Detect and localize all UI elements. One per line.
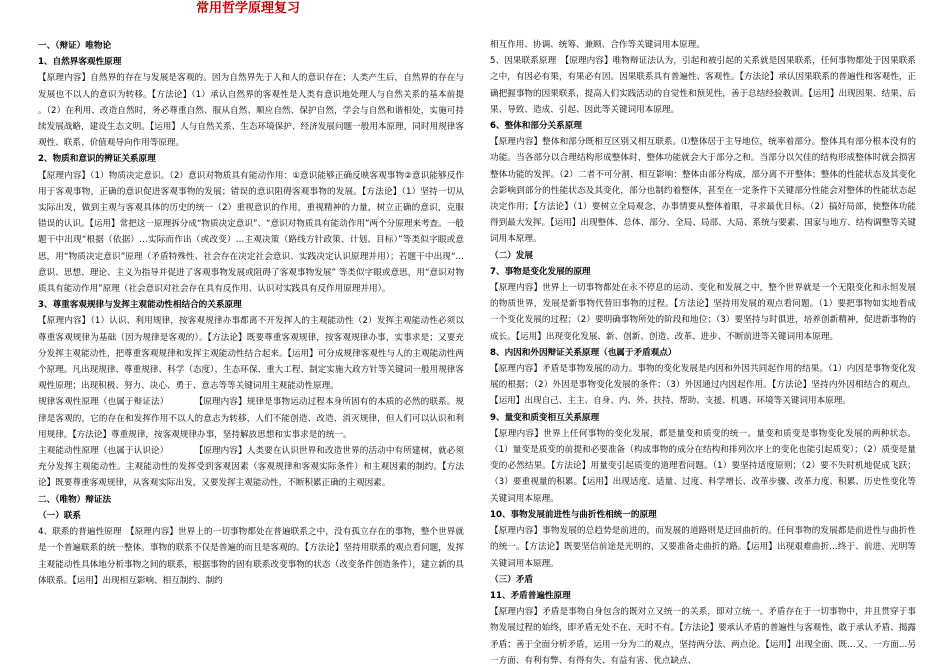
paragraph-principle-1: 【原理内容】自然界的存在与发展是客观的。因为自然界先于人和人的意识存在；人类产生后，自然界的存在与发展也不以人的意识为转移。【方法论】（1）承认自然界的客观性是人类有意识地处理人与自然关系的基本前提 。（2）在利用、改造自然时，务必尊重自然、服从自然、顺应自然、保护自然，学会与自然和谐相处，实施可持续发展战略，建设生态文明。【运用】人与自然关系、生态环境保护、经济发展问题一般用本原理，同时用规律客观性、联系、价值观导向作用等原理。: [38, 73, 464, 149]
paragraph-principle-5: 5、因果联系原理 【原理内容】唯物辩证法认为，引起和被引起的关系就是因果联系，任何事物都处于因果联系之中，有因必有果，有果必有因。因果联系具有普遍性、客观性。【方法论】承认因果联系的普遍性和客观性，正确把握事物的因果联系，提高人们实践活动的自觉性和预见性，善于总结经验教训。【运用】出现因果、结果、后果、导致、造成、引起、因此等关键词用本原理。: [490, 56, 916, 115]
paragraph-law-objectivity: 规律客观性原理（也属于辩证法） 【原理内容】规律是事物运动过程本身所固有的本质的必然的联系。规律是客观的，它的存在和发挥作用不以人的意志为转移，人们不能创造、改造、消灭规律，但人们可以认识和利用规律。【方法论】尊重规律，按客观规律办事，坚持解放思想和实事求是的统一。: [38, 397, 464, 440]
heading-principle-6: 6、整体和部分关系原理: [490, 121, 582, 132]
heading-principle-10: 10、事物发展前进性与曲折性相统一的原理: [490, 509, 657, 520]
heading-principle-11: 11、矛盾普遍性原理: [490, 590, 571, 601]
paragraph-principle-11: 【原理内容】矛盾是事物自身包含的既对立又统一的关系，即对立统一。矛盾存在于一切事物中，并且贯穿于事物发展过程的始终，即矛盾无处不在、无时不有。【方法论】要承认矛盾的普遍性与客观性，敢于承认矛盾、揭露矛盾；善于全面分析矛盾，运用一分为二的观点，坚持两分法、两点论。【运用】出现全面、既…又、一方面…另一方面、有利有弊、有得有失、有益有害、优点缺点、: [490, 607, 916, 666]
right-column: [490, 0, 916, 669]
heading-principle-8: 8、内因和外因辩证关系原理（也属于矛盾观点）: [490, 347, 677, 358]
subsection-heading-connection: （一）联系: [38, 510, 81, 521]
paragraph-principle-8: 【原理内容】矛盾是事物发展的动力。事物的变化发展是内因和外因共同起作用的结果。（1）内因是事物变化发展的根据；（2）外因是事物变化发展的条件；（3）外因通过内因起作用。【方法论】坚持内外因相结合的观点。【运用】出现自己、主主、自身、内、外、扶持、帮助、支援、机遇、环境等关键词用本原理。: [490, 364, 916, 407]
paragraph-subjective-initiative: 主观能动性原理（也属于认识论） 【原理内容】人类要在认识世界和改造世界的活动中有所建树，就必须充分发挥主观能动性。主观能动性的发挥受到客观因素（客观规律和客观实际条件）和主观因素的制约。【方法论】既要尊重客观规律，从客观实际出发，又要发挥主观能动性，不断积累正确的主观因素。: [38, 446, 464, 489]
paragraph-principle-4-continued: 相互作用、协调、统筹、兼顾、合作等关键词用本原理。: [490, 40, 705, 50]
paragraph-principle-7: 【原理内容】世界上一切事物都处在永不停息的运动、变化和发展之中，整个世界就是一个无限变化和永恒发展的物质世界，发展是新事物代替旧事物的过程。【方法论】坚持用发展的观点看问题。（1）要把事物如实地看成一个变化发展的过程；（2）要明确事物所处的阶段和地位；（3）要坚持与时俱进，培养创新精神，促进新事物的成长。【运用】出现变化发展、新、创新、创造、改革、进步、不断前进等关键词用本原理。: [490, 283, 916, 342]
paragraph-principle-6: 【原理内容】整体和部分既相互区别又相互联系。⑴整体居于主导地位，统率着部分。整体具有部分根本没有的功能。当各部分以合理结构形成整体时，整体功能就会大于部分之和。当部分以欠佳的结构形成整体时就会损害整体功能的发挥。（2）二者不可分割、相互影响：整体由部分构成，部分离不开整体；整体的性能状态及其变化会影响到部分的性能状态及其变化，部分也制约着整体，甚至在一定条件下关键部分性能会对整体的性能状态起决定作用；【方法论】（1）要树立全局观念，办事情要从整体着眼，寻求最优目标。（2）搞好局部，使整体功能得到最大发挥。【运用】出现整体、总体、部分、全局、局部、大局、系统与要素、国家与地方、结构调整等关键词用本原理。: [490, 137, 916, 245]
heading-principle-1: 1、自然界客观性原理: [38, 57, 122, 68]
heading-principle-9: 9、量变和质变相互关系原理: [490, 412, 600, 423]
paragraph-principle-9: 【原理内容】世界上任何事物的变化发展，都是量变和质变的统一。量变和质变是事物变化发展的两种状态。（1）量变是质变的前提和必要准备（构成事物的成分在结构和排列次序上的变化也能引起质变）；（2）质变是量变的必然结果。【方法论】用量变引起质变的道理看问题。（1）要坚持适度原则；（2）要不失时机地促成飞跃；（3）要重视量的积累。【运用】出现适度、适量、过度、科学增长、改革步骤、改革力度、积累、历史性变化等关键词用本原理。: [490, 428, 916, 504]
section-heading-materialism: 一、（辩证）唯物论: [38, 41, 112, 51]
paragraph-principle-2: 【原理内容】（1）物质决定意识。（2）意识对物质具有能动作用：①意识能够正确反映客观事物②意识能够反作用于客观事物，正确的意识促进客观事物的发展；错误的意识阻碍客观事物的发展。【方法论】（1）坚持一切从实际出发，做到主观与客观具体的历史的统一（2）重视意识的作用，重视精神的力量，树立正确的意识，克服错误的认识。【运用】常把这一原理拆分成“物质决定意识”、“意识对物质具有能动作用”两个分原理来考查。一般题干中出现“根据（依据）…实际而作出（或改变）…主观决策（路线方针政策、计划、目标）”等类似字眼或意思，用“物质决定意识”原理（矛盾特殊性、社会存在决定社会意识、实践决定认识原理并用）；若题干中出现“…意识、思想、理论、主义为指导并促进了客观事物发展或阻碍了客观事物发展” 等类似字眼或意思，用“意识对物质具有能动作用”原理（社会意识对社会存在具有反作用、认识对实践具有反作用原理并用）。: [38, 170, 465, 295]
paragraph-principle-4: 4、联系的普遍性原理 【原理内容】世界上的一切事物都处在普遍联系之中，没有孤立存在的事物，整个世界就是一个普遍联系的统一整体。事物的联系不仅是普遍的而且是客观的。【方法论】坚持用联系的观点看问题，发挥主观能动性具体地分析事物之间的联系，根据事物的固有联系改变事物的状态（改变条件创造条件），建立新的具体联系。【运用】出现相互影响、相互制约、制约: [38, 527, 464, 586]
left-column: [38, 0, 464, 589]
heading-principle-7: 7、事物是变化发展的原理: [490, 266, 591, 277]
document-title: 常用哲学原理复习: [195, 1, 300, 16]
heading-principle-3: 3、尊重客观规律与发挥主观能动性相结合的关系原理: [38, 300, 242, 311]
subsection-heading-development: （二）发展: [490, 250, 533, 261]
subsection-heading-contradiction: （三）矛盾: [490, 574, 533, 585]
section-heading-dialectics: 二、（唯物）辩证法: [38, 494, 112, 505]
heading-principle-2: 2、物质和意识的辨证关系原理: [38, 154, 156, 165]
paragraph-principle-3: 【原理内容】（1）认识、利用规律，按客观规律办事都离不开发挥人的主观能动性（2）发挥主观能动性必须以尊重客观规律为基础（因为规律是客观的）。【方法论】既要尊重客观规律，按客观规律办事，实事求是；又要充分发挥主观能动性，把尊重客观规律和发挥主观能动性结合起来。【运用】可分成规律客观性与人的主观能动性两个原理。凡出现规律、尊重规律、科学（态度）、生态环保、重大工程、制定实施大政方针等关键词一般用规律客观性原理；出现积极、努力、决心、勇于、意志等等关键词用主观能动性原理。: [38, 316, 464, 392]
paragraph-principle-10: 【原理内容】事物发展的总趋势是前进的，而发展的道路则是迂回曲折的。任何事物的发展都是前进性与曲折性的统一。【方法论】既要坚信前途是光明的，又要准备走曲折的路。【运用】出现艰难曲折…终于、前进、光明等关键词用本原理。: [490, 526, 916, 569]
